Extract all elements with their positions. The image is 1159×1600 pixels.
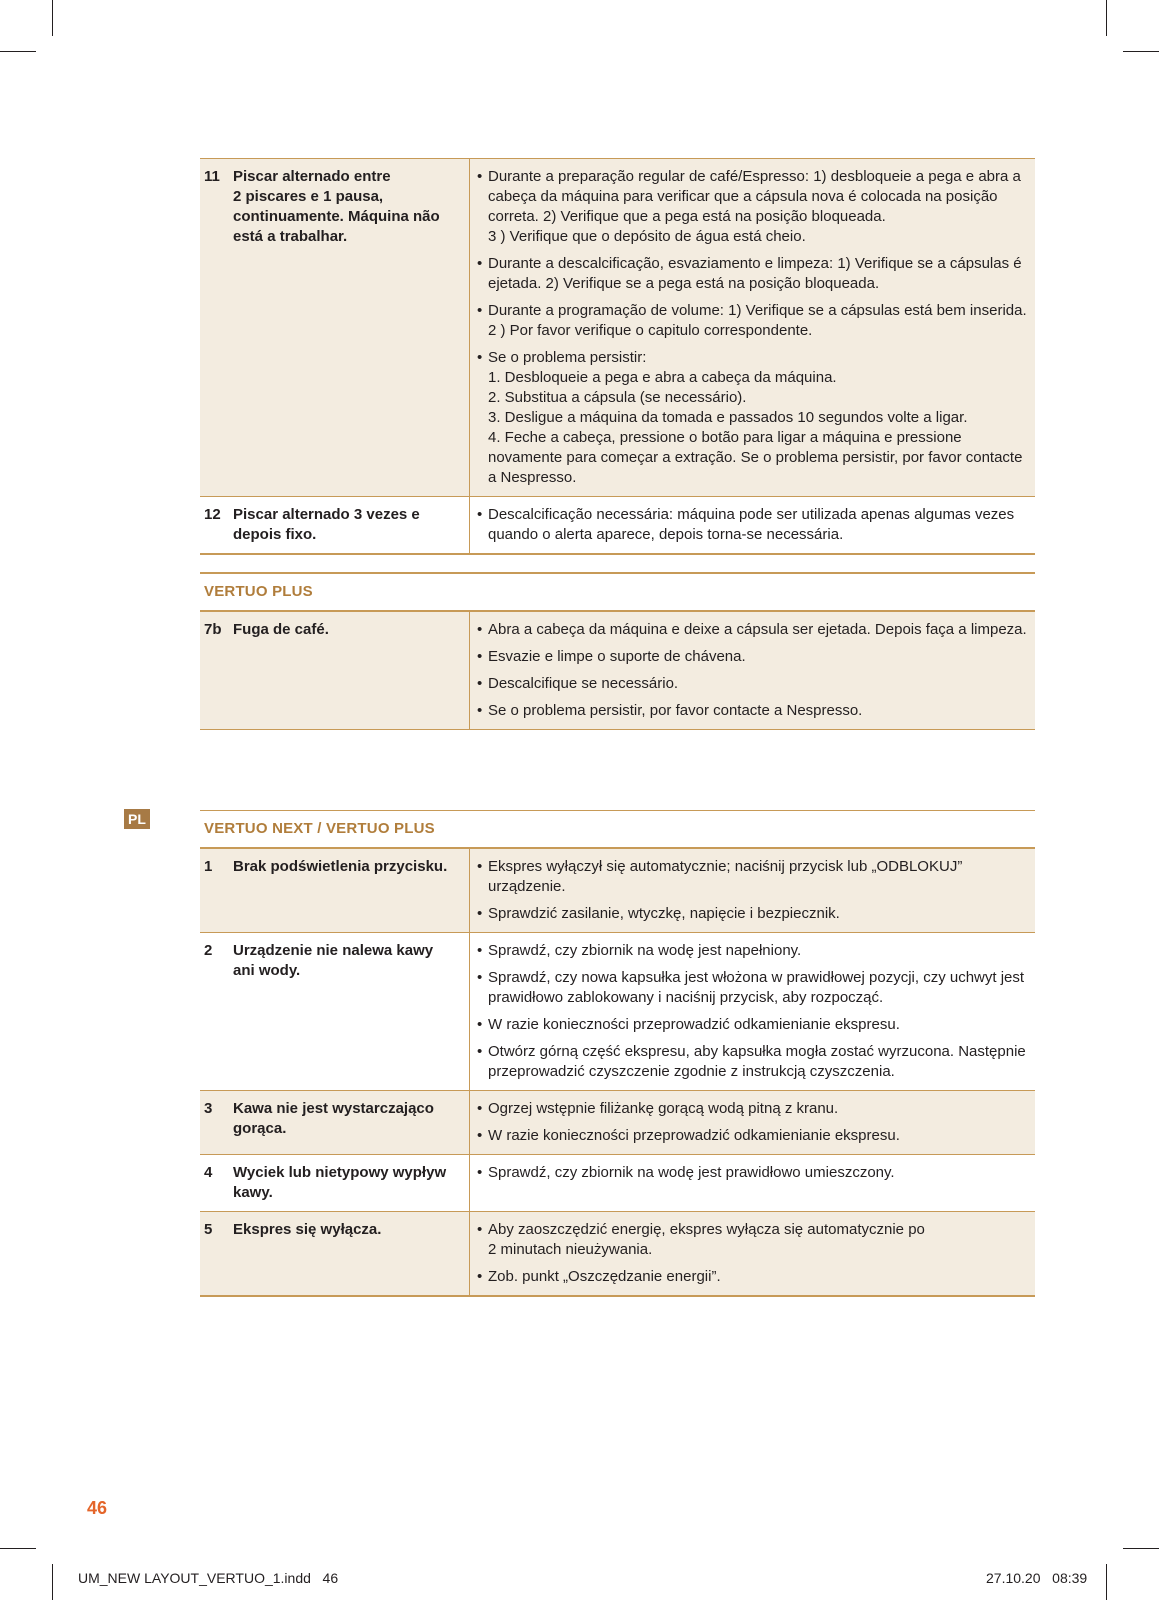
row-number: 1: [204, 858, 213, 875]
solution-item: • Zob. punkt „Oszczędzanie energii”.: [477, 1268, 721, 1285]
troubleshooting-table-pt: [200, 158, 1035, 555]
solution-item: • Ogrzej wstępnie filiżankę gorącą wodą pitną z kranu.: [477, 1100, 839, 1117]
row-number: 2: [204, 942, 213, 959]
slug-timestamp: 27.10.20 08:39: [986, 1570, 1088, 1586]
solution-item: • W razie konieczności przeprowadzić odkamienianie ekspresu.: [477, 1016, 900, 1033]
solution-list: [470, 1091, 1035, 1154]
problem-label: Urządzenie nie nalewa kawy ani wody.: [233, 942, 434, 979]
row-number: 5: [204, 1221, 213, 1238]
crop-mark: [0, 1548, 36, 1549]
solution-item: • Se o problema persistir: 1. Desbloqueie a pega e abra a cabeça da máquina. 2. Substitua a cápsula (se necessário). 3. Desligue a máquina da tomada e passados 10 segundos volte a ligar. 4. Feche a cabeça, pressione o botão para ligar a máquina e pressione novamente para começar a extração. Se o problema persistir, por favor contacte a Nespresso.: [477, 349, 1023, 486]
solution-list: [470, 612, 1035, 729]
crop-mark: [52, 0, 53, 36]
problem-label: Fuga de café.: [233, 621, 329, 638]
solution-item: • Otwórz górną część ekspresu, aby kapsułka mogła zostać wyrzucona. Następnie przeprowadzić czyszczenie zgodnie z instrukcją czyszczenia.: [477, 1043, 1026, 1080]
section-header: VERTUO PLUS: [200, 572, 1035, 612]
crop-mark: [52, 1564, 53, 1600]
problem-label: Wyciek lub nietypowy wypływ kawy.: [233, 1164, 447, 1201]
solution-item: • Se o problema persistir, por favor contacte a Nespresso.: [477, 702, 863, 719]
solution-item: • Ekspres wyłączył się automatycznie; naciśnij przycisk lub „ODBLOKUJ” urządzenie.: [477, 858, 963, 895]
solution-list: [470, 933, 1035, 1090]
solution-item: • Esvazie e limpe o suporte de chávena.: [477, 648, 746, 665]
solution-item: • Durante a preparação regular de café/Espresso: 1) desbloqueie a pega e abra a cabeça da máquina para verificar que a cápsula nova é colocada na posição correta. 2) Verifique que a pega está na posição bloqueada. 3 ) Verifique que o depósito de água está cheio.: [477, 168, 1021, 245]
solution-list: [470, 849, 1035, 932]
solution-item: • Descalcificação necessária: máquina pode ser utilizada apenas algumas vezes quando o alerta aparece, depois torna-se necessária.: [477, 506, 1015, 543]
solution-list: [470, 497, 1035, 553]
solution-item: • Durante a programação de volume: 1) Verifique se a cápsulas está bem inserida. 2 ) Por favor verifique o capitulo correspondente.: [477, 302, 1027, 339]
row-number: 3: [204, 1100, 213, 1117]
section-header: VERTUO NEXT / VERTUO PLUS: [200, 810, 1035, 849]
crop-mark: [1106, 0, 1107, 36]
table-row: [200, 159, 1035, 497]
solution-item: • Abra a cabeça da máquina e deixe a cápsula ser ejetada. Depois faça a limpeza.: [477, 621, 1027, 638]
vertuo-plus-table: [200, 572, 1035, 730]
table-row: [200, 497, 1035, 555]
language-badge: PL: [124, 809, 150, 829]
solution-item: • Aby zaoszczędzić energię, ekspres wyłącza się automatycznie po 2 minutach nieużywania.: [477, 1221, 925, 1258]
row-number: 12: [204, 506, 221, 523]
crop-mark: [0, 51, 36, 52]
solution-item: • Descalcifique se necessário.: [477, 675, 679, 692]
crop-mark: [1106, 1564, 1107, 1600]
problem-label: Piscar alternado 3 vezes e depois fixo.: [233, 506, 420, 543]
table-row: [200, 1091, 1035, 1155]
solution-item: • Durante a descalcificação, esvaziamento e limpeza: 1) Verifique se a cápsulas é ejetada. 2) Verifique se a pega está na posição bloqueada.: [477, 255, 1022, 292]
solution-item: • Sprawdź, czy nowa kapsułka jest włożona w prawidłowej pozycji, czy uchwyt jest prawidłowo zablokowany i naciśnij przycisk, aby rozpocząć.: [477, 969, 1025, 1006]
solution-list: [470, 159, 1035, 496]
crop-mark: [1123, 51, 1159, 52]
table-row: [200, 1212, 1035, 1297]
solution-item: • Sprawdź, czy zbiornik na wodę jest prawidłowo umieszczony.: [477, 1164, 895, 1181]
page-number: 46: [87, 1498, 108, 1518]
crop-mark: [1123, 1548, 1159, 1549]
problem-label: Brak podświetlenia przycisku.: [233, 858, 448, 875]
vertuo-next-plus-table: [200, 810, 1035, 1297]
table-row: [200, 612, 1035, 730]
table-row: [200, 933, 1035, 1091]
solution-item: • Sprawdź, czy zbiornik na wodę jest napełniony.: [477, 942, 802, 959]
solution-list: [470, 1155, 1035, 1211]
solution-list: [470, 1212, 1035, 1295]
problem-label: Kawa nie jest wystarczająco gorąca.: [233, 1100, 434, 1137]
slug-filename: UM_NEW LAYOUT_VERTUO_1.indd 46: [78, 1570, 339, 1586]
table-row: [200, 1155, 1035, 1212]
problem-label: Piscar alternado entre 2 piscares e 1 pausa, continuamente. Máquina não está a trabalhar.: [233, 168, 440, 245]
solution-item: • Sprawdzić zasilanie, wtyczkę, napięcie i bezpiecznik.: [477, 905, 840, 922]
solution-item: • W razie konieczności przeprowadzić odkamienianie ekspresu.: [477, 1127, 900, 1144]
row-number: 11: [204, 168, 220, 185]
table-row: [200, 849, 1035, 933]
problem-label: Ekspres się wyłącza.: [233, 1221, 382, 1238]
row-number: 7b: [204, 621, 222, 638]
row-number: 4: [204, 1164, 213, 1181]
